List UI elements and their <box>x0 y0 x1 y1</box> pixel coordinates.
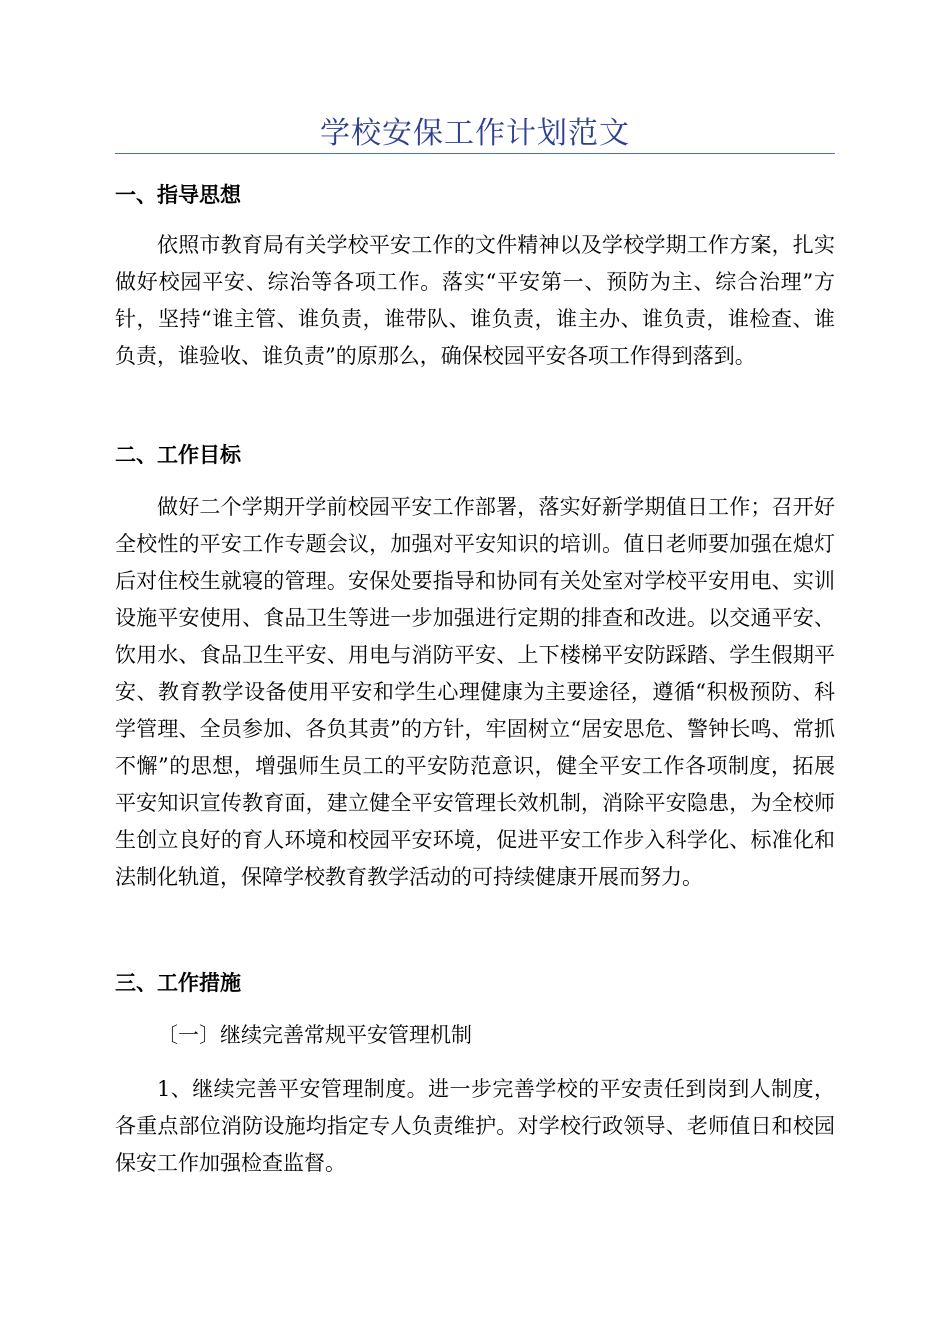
section-2-paragraph: 做好二个学期开学前校园平安工作部署，落实好新学期值日工作；召开好全校性的平安工作专题会议，加强对平安知识的培训。值日老师要加强在熄灯后对住校生就寝的管理。安保处要指导和协同有关处室对学校平安用电、实训设施平安使用、食品卫生等进一步加强进行定期的排查和改进。以交通平安、饮用水、食品卫生平安、用电与消防平安、上下楼梯平安防踩踏、学生假期平安、教育教学设备使用平安和学生心理健康为主要途径，遵循“积极预防、科学管理、全员参加、各负其责”的方针，牢固树立“居安思危、警钟长鸣、常抓不懈”的思想，增强师生员工的平安防范意识，健全平安工作各项制度，拓展平安知识宣传教育面，建立健全平安管理长效机制，消除平安隐患，为全校师生创立良好的育人环境和校园平安环境，促进平安工作步入科学化、标准化和法制化轨道，保障学校教育教学活动的可持续健康开展而努力。 <box>115 495 835 889</box>
section-3-subheading: 〔一〕继续完善常规平安管理机制 <box>157 1023 472 1047</box>
section-1-heading: 一、指导思想 <box>115 183 241 207</box>
title-underline <box>115 153 835 154</box>
section-3-heading: 三、工作措施 <box>115 971 241 995</box>
section-1-paragraph: 依照市教育局有关学校平安工作的文件精神以及学校学期工作方案，扎实做好校园平安、综治等各项工作。落实“平安第一、预防为主、综合治理”方针，坚持“谁主管、谁负责，谁带队、谁负责，谁主办、谁负责，谁检查、谁负责，谁验收、谁负责”的原那么，确保校园平安各项工作得到落到。 <box>115 233 835 368</box>
section-3-paragraph: 1、继续完善平安管理制度。进一步完善学校的平安责任到岗到人制度，各重点部位消防设施均指定专人负责维护。对学校行政领导、老师值日和校园保安工作加强检查监督。 <box>115 1077 835 1175</box>
section-2-heading: 二、工作目标 <box>115 443 241 467</box>
document-title: 学校安保工作计划范文 <box>320 116 630 151</box>
